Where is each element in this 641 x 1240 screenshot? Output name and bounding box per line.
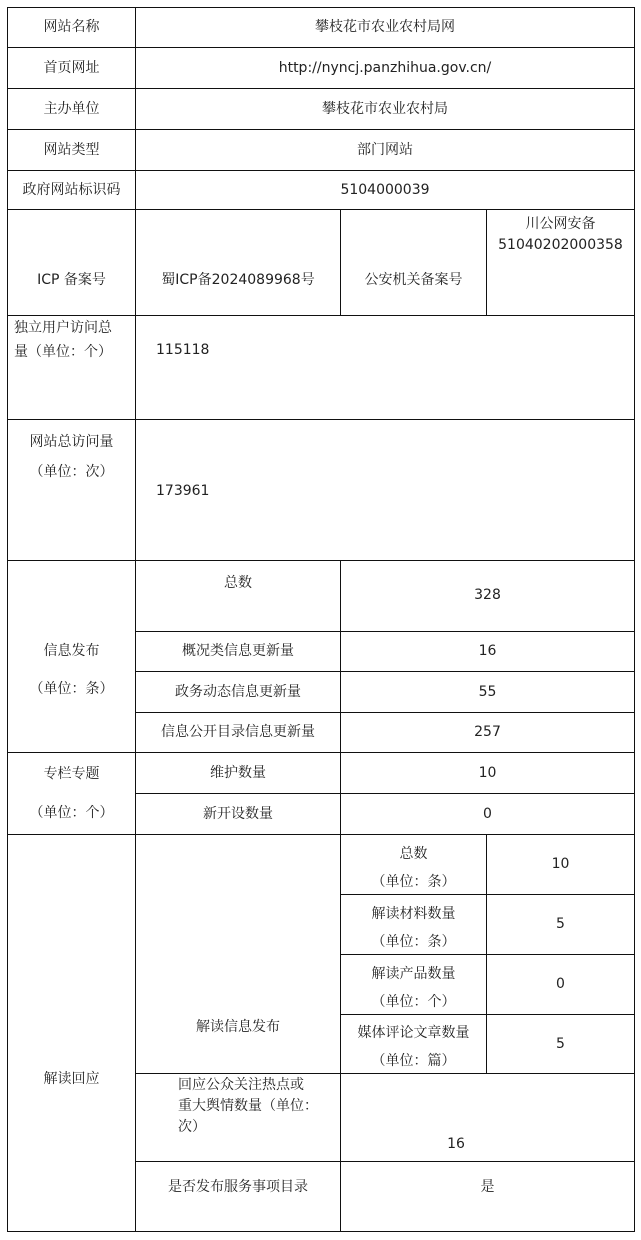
homepage-link[interactable]: http://nyncj.panzhihua.gov.cn/ <box>278 59 492 76</box>
police-record-value: 川公网安备 51040202000358 <box>498 216 623 253</box>
service-catalog-value: 是 <box>480 1178 495 1195</box>
interp-product-label: 解读产品数量 （单位：个） <box>371 966 456 1010</box>
catalog-update-value: 257 <box>474 724 501 740</box>
overview-update-value: 16 <box>478 643 497 659</box>
interp-product-value: 0 <box>556 976 565 992</box>
info-publish-label: 信息发布 （单位：条） <box>29 643 114 697</box>
unique-visitors-value: 115118 <box>156 341 210 358</box>
police-record-label: 公安机关备案号 <box>364 271 463 288</box>
site-name-value: 攀枝花市农业农村局网 <box>315 19 455 35</box>
table-border-bottom <box>7 1231 635 1232</box>
homepage-label: 首页网址 <box>43 59 100 76</box>
overview-update-label: 概况类信息更新量 <box>182 643 294 659</box>
interp-material-label: 解读材料数量 （单位：条） <box>371 906 456 950</box>
new-column-label: 新开设数量 <box>203 805 273 822</box>
news-update-value: 55 <box>478 683 497 700</box>
interp-media-value: 5 <box>556 1035 565 1052</box>
interp-material-value: 5 <box>556 916 565 932</box>
catalog-update-label: 信息公开目录信息更新量 <box>161 724 315 740</box>
site-type-label: 网站类型 <box>43 141 100 158</box>
maintain-count-value: 10 <box>478 764 497 781</box>
icp-label: ICP 备案号 <box>37 271 106 288</box>
total-visits-value: 173961 <box>156 482 210 499</box>
site-type-value: 部门网站 <box>357 141 413 158</box>
interp-total-value: 10 <box>551 856 570 872</box>
sponsor-label: 主办单位 <box>43 100 100 117</box>
interp-media-label: 媒体评论文章数量 （单位：篇） <box>357 1025 470 1069</box>
special-column-label: 专栏专题 （单位：个） <box>29 766 114 821</box>
service-catalog-label: 是否发布服务事项目录 <box>168 1178 308 1195</box>
info-total-value: 328 <box>474 586 501 603</box>
gov-id-value: 5104000039 <box>340 181 430 198</box>
icp-value: 蜀ICP备2024089968号 <box>161 271 315 288</box>
table-border-right <box>634 7 635 1232</box>
sponsor-value: 攀枝花市农业农村局 <box>322 100 448 117</box>
row-divider <box>7 209 635 210</box>
gov-id-label: 政府网站标识码 <box>22 181 121 198</box>
news-update-label: 政务动态信息更新量 <box>175 683 301 700</box>
maintain-count-label: 维护数量 <box>210 764 266 781</box>
row-divider <box>135 1161 635 1162</box>
public-response-value: 16 <box>447 1135 465 1152</box>
new-column-value: 0 <box>483 805 492 822</box>
row-divider <box>7 419 635 420</box>
info-total-label: 总数 <box>224 574 252 591</box>
row-divider <box>7 560 635 561</box>
interpretation-label: 解读回应 <box>43 1070 100 1087</box>
site-name-label: 网站名称 <box>43 19 100 35</box>
unique-visitors-label: 独立用户访问总 量（单位：个） <box>14 320 112 360</box>
interpretation-publish-label: 解读信息发布 <box>196 1018 280 1035</box>
interp-total-label: 总数 （单位：条） <box>371 846 456 890</box>
total-visits-label: 网站总访问量 （单位：次） <box>29 434 114 480</box>
public-response-label: 回应公众关注热点或 重大舆情数量（单位： 次） <box>178 1077 318 1135</box>
